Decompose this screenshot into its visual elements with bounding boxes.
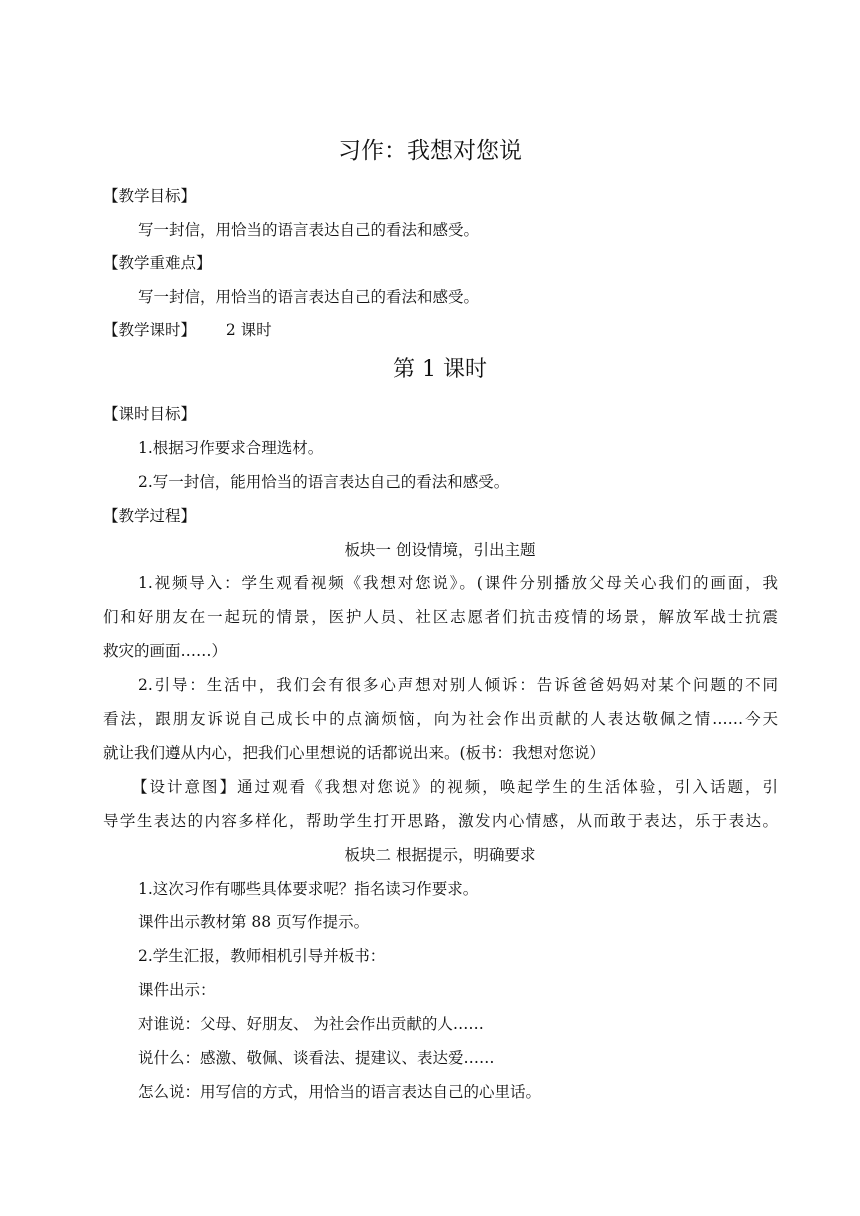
hours-value: 2 课时 <box>225 321 272 339</box>
objectives-text: 写一封信，用恰当的语言表达自己的看法和感受。 <box>138 221 480 239</box>
objectives-heading: 【教学目标】 <box>103 187 197 205</box>
document-title: 习作：我想对您说 <box>338 138 522 164</box>
block1-p1-line: 1.视频导入：学生观看视频《我想对您说》。(课件分别播放父母关心我们的画面，我 <box>138 574 778 592</box>
block2-line: 说什么：感激、敬佩、谈看法、提建议、表达爱…… <box>138 1049 495 1067</box>
block2-line: 2.学生汇报，教师相机引导并板书： <box>138 947 386 965</box>
block2-line: 怎么说：用写信的方式，用恰当的语言表达自己的心里话。 <box>138 1083 542 1101</box>
block2-line: 1.这次习作有哪些具体要求呢？指名读习作要求。 <box>138 880 479 898</box>
block1-p1-line: 救灾的画面……） <box>103 642 228 660</box>
lesson-goals-heading: 【课时目标】 <box>103 405 197 423</box>
hours-heading <box>103 320 272 340</box>
design-intent-line: 导学生表达的内容多样化，帮助学生打开思路，激发内心情感，从而敢于表达，乐于表达。 <box>103 812 778 830</box>
hours-label: 【教学课时】 <box>103 321 197 339</box>
design-intent-line: 【设计意图】通过观看《我想对您说》的视频，唤起学生的生活体验，引入话题，引 <box>132 778 778 796</box>
keypoints-text: 写一封信，用恰当的语言表达自己的看法和感受。 <box>138 288 480 306</box>
block1-p2-line: 看法，跟朋友诉说自己成长中的点滴烦恼，向为社会作出贡献的人表达敬佩之情……今天 <box>103 710 778 728</box>
block2-line: 课件出示： <box>138 981 216 999</box>
process-heading: 【教学过程】 <box>103 507 197 525</box>
block2-line: 课件出示教材第 88 页写作提示。 <box>138 913 370 931</box>
lesson-goal-item: 1.根据习作要求合理选材。 <box>138 439 324 457</box>
block2-title: 板块二 根据提示，明确要求 <box>344 846 536 864</box>
block1-title: 板块一 创设情境，引出主题 <box>344 541 536 559</box>
block1-p1-line: 们和好朋友在一起玩的情景，医护人员、社区志愿者们抗击疫情的场景，解放军战士抗震 <box>103 608 778 626</box>
block1-p2-line: 就让我们遵从内心，把我们心里想说的话都说出来。(板书：我想对您说） <box>103 744 606 762</box>
lesson-title: 第 1 课时 <box>393 357 487 382</box>
keypoints-heading: 【教学重难点】 <box>103 254 212 272</box>
block1-p2-line: 2.引导：生活中，我们会有很多心声想对别人倾诉：告诉爸爸妈妈对某个问题的不同 <box>138 676 778 694</box>
lesson-goal-item: 2.写一封信，能用恰当的语言表达自己的看法和感受。 <box>138 473 510 491</box>
block2-line: 对谁说：父母、好朋友、 为社会作出贡献的人…… <box>138 1015 484 1033</box>
